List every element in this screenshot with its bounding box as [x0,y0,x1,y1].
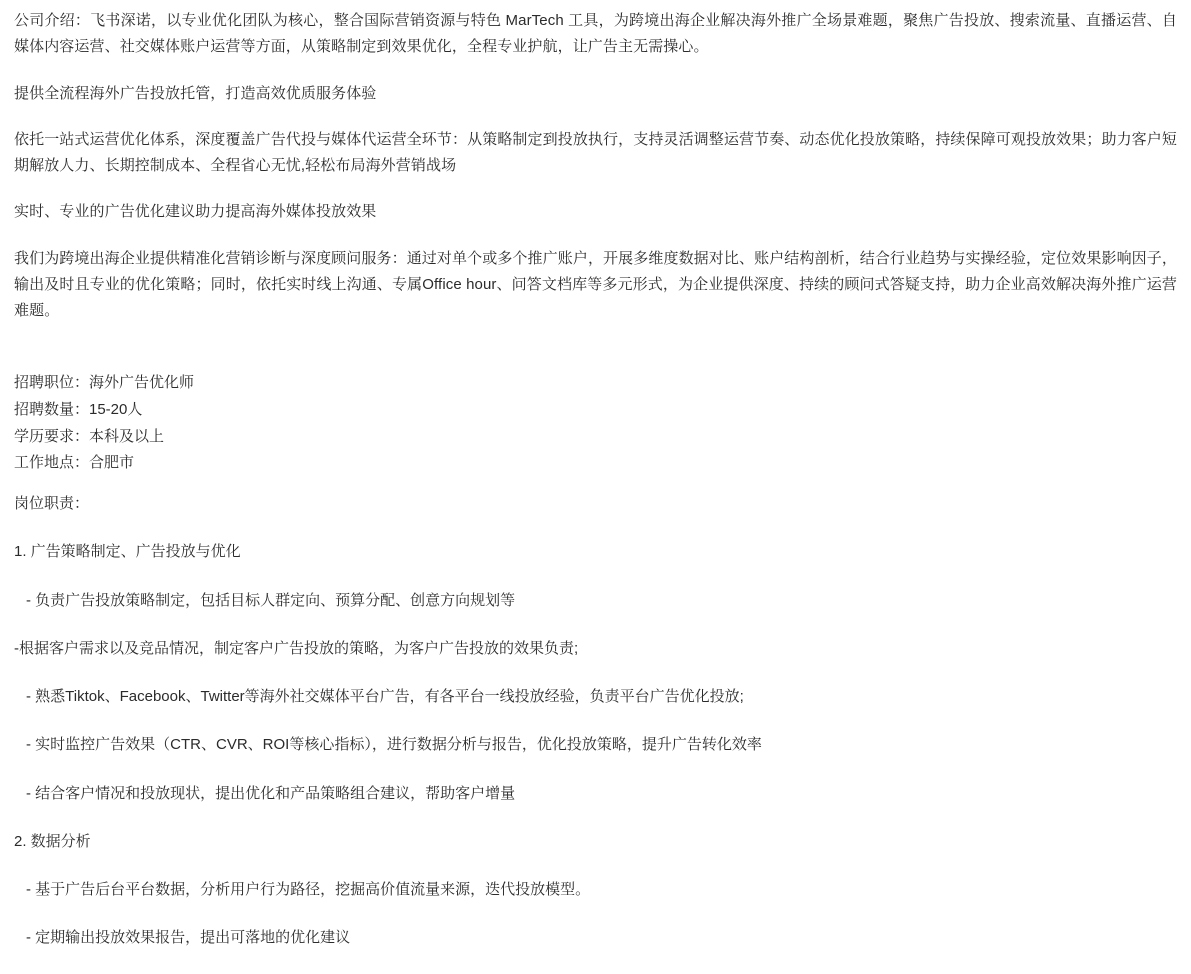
job-location-line: 工作地点：合肥市 [14,454,135,472]
job-headcount-line: 招聘数量：15-20人 [14,400,143,418]
duty-item: -根据客户需求以及竞品情况，制定客户广告投放的策略，为客户广告投放的效果负责; [14,639,579,657]
duty-item: - 定期输出投放效果报告，提出可落地的优化建议 [26,929,351,947]
company-intro-paragraph: 公司介绍：飞书深诺，以专业优化团队为核心，整合国际营销资源与特色 MarTech 工具，为跨境出海企业解决海外推广全场景难题，聚焦广告投放、搜索流量、直播运营、自媒体内容运营、社交媒体账户运营等方面，从策略制定到效果优化，全程专业护航，让广告主无需操心。 [14,12,1177,56]
duty-item: - 基于广告后台平台数据，分析用户行为路径，挖掘高价值流量来源，迭代投放模型。 [26,881,591,898]
consulting-service-paragraph: 我们为跨境出海企业提供精准化营销诊断与深度顾问服务：通过对单个或多个推广账户，开展多维度数据对比、账户结构剖析，结合行业趋势与实操经验，定位效果影响因子，输出及时且专业的优化策略；同时，依托实时线上沟通、专属Office hour、问答文档库等多元形式，为企业提供深度、持续的顾问式答疑支持，助力企业高效解决海外推广运营难题。 [14,249,1177,319]
service-highlight-paragraph: 提供全流程海外广告投放托管，打造高效优质服务体验 [14,84,377,102]
advice-highlight-paragraph: 实时、专业的广告优化建议助力提高海外媒体投放效果 [14,203,377,221]
job-info-block [14,370,1177,477]
duty-item: - 负责广告投放策略制定，包括目标人群定向、预算分配、创意方向规划等 [26,591,516,609]
duties-label: 岗位职责： [14,495,90,512]
duty-item: - 结合客户情况和投放现状，提出优化和产品策略组合建议，帮助客户增量 [26,784,516,802]
job-title-line: 招聘职位：海外广告优化师 [14,374,195,392]
duty-item: - 熟悉Tiktok、Facebook、Twitter等海外社交媒体平台广告，有各平台一线投放经验，负责平台广告优化投放; [26,688,744,705]
operation-system-paragraph: 依托一站式运营优化体系，深度覆盖广告代投与媒体代运营全环节：从策略制定到投放执行，支持灵活调整运营节奏、动态优化投放策略，持续保障可观投放效果；助力客户短期解放人力、长期控制成本、全程省心无忧,轻松布局海外营销战场 [14,130,1177,174]
job-education-line: 学历要求：本科及以上 [14,427,165,445]
duty-section-1-heading: 1. 广告策略制定、广告投放与优化 [14,543,241,561]
section-spacer [14,324,1177,370]
duty-section-2-heading: 2. 数据分析 [14,832,91,850]
duty-item: - 实时监控广告效果（CTR、CVR、ROI等核心指标），进行数据分析与报告，优化投放策略，提升广告转化效率 [26,736,762,754]
